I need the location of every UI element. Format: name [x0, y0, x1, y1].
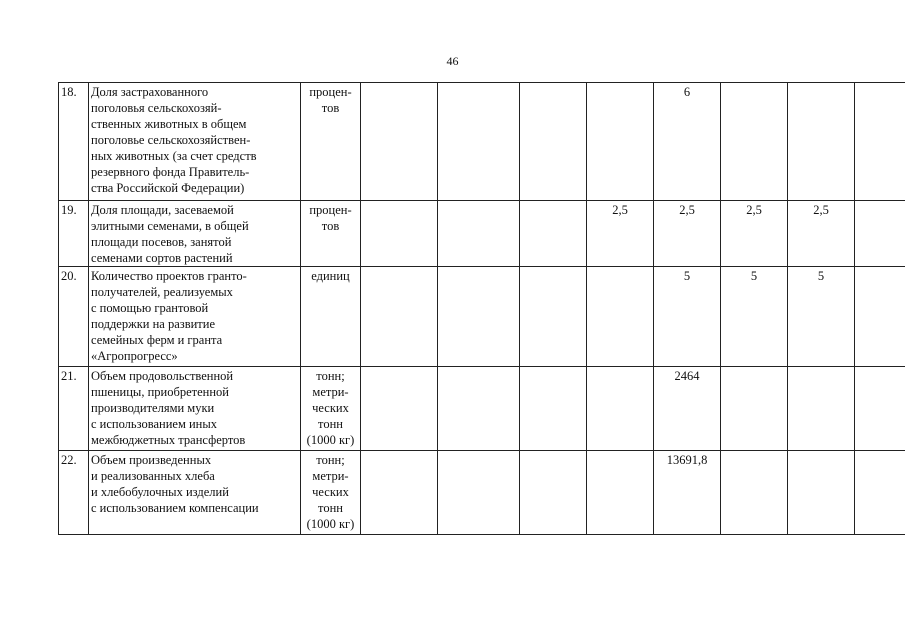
- value-cell: [855, 367, 905, 451]
- indicator-name: [89, 451, 301, 535]
- row-number: 21.: [59, 367, 89, 451]
- indicator-name-line: ства Российской Федерации): [91, 181, 245, 195]
- unit-cell: [301, 83, 361, 201]
- value-cell: 2464: [654, 367, 721, 451]
- value-cell: [438, 201, 520, 267]
- value-cell: 2,5: [654, 201, 721, 267]
- unit-cell: [301, 367, 361, 451]
- value-cell: [587, 451, 654, 535]
- indicator-name-line: семенами сортов растений: [91, 251, 233, 265]
- indicator-name-line: и реализованных хлеба: [91, 469, 215, 483]
- value-cell: [721, 451, 788, 535]
- value-cell: [855, 267, 905, 367]
- unit-line: тов: [321, 219, 340, 233]
- value-cell: [520, 451, 587, 535]
- row-number: 22.: [59, 451, 89, 535]
- table-body: [59, 83, 905, 535]
- value-cell: [438, 83, 520, 201]
- indicator-name-line: площади посевов, занятой: [91, 235, 232, 249]
- unit-line: (1000 кг): [306, 517, 355, 531]
- value-cell: [788, 367, 855, 451]
- indicator-name-line: поддержки на развитие: [91, 317, 216, 331]
- value-cell: [721, 367, 788, 451]
- table-row: [59, 267, 905, 367]
- indicator-name-line: межбюджетных трансфертов: [91, 433, 246, 447]
- value-cell: [587, 83, 654, 201]
- row-number: 20.: [59, 267, 89, 367]
- unit-line: тонн: [318, 501, 343, 515]
- value-cell: [361, 267, 438, 367]
- value-cell: [438, 451, 520, 535]
- value-cell: [788, 451, 855, 535]
- indicator-name-line: получателей, реализуемых: [91, 285, 233, 299]
- page-number: 46: [446, 54, 459, 68]
- unit-line: процен-: [309, 203, 352, 217]
- indicator-name-line: и хлебобулочных изделий: [91, 485, 229, 499]
- indicator-name: [89, 201, 301, 267]
- indicator-name: [89, 83, 301, 201]
- unit-line: тов: [321, 101, 340, 115]
- value-cell: [855, 83, 905, 201]
- value-cell: [721, 83, 788, 201]
- value-cell: [438, 267, 520, 367]
- indicator-name-line: производителями муки: [91, 401, 215, 415]
- indicator-name-line: с использованием иных: [91, 417, 218, 431]
- unit-line: ческих: [312, 485, 349, 499]
- value-cell: [361, 451, 438, 535]
- value-cell: 5: [721, 267, 788, 367]
- indicator-name-line: с помощью грантовой: [91, 301, 209, 315]
- value-cell: 5: [788, 267, 855, 367]
- value-cell: 2,5: [721, 201, 788, 267]
- value-cell: [361, 201, 438, 267]
- unit-cell: [301, 451, 361, 535]
- table-row: [59, 201, 905, 267]
- indicator-name-line: поголовье сельскохозяйствен-: [91, 133, 251, 147]
- value-cell: [520, 367, 587, 451]
- unit-cell: [301, 201, 361, 267]
- table-row: [59, 367, 905, 451]
- indicator-name: [89, 367, 301, 451]
- value-cell: [520, 83, 587, 201]
- indicator-name-line: Объем продовольственной: [91, 369, 234, 383]
- indicator-name-line: Доля застрахованного: [91, 85, 209, 99]
- value-cell: 6: [654, 83, 721, 201]
- unit-cell: [301, 267, 361, 367]
- indicator-name-line: резервного фонда Правитель-: [91, 165, 250, 179]
- unit-line: ческих: [312, 401, 349, 415]
- indicator-name-line: элитными семенами, в общей: [91, 219, 249, 233]
- indicator-name-line: поголовья сельскохозяй-: [91, 101, 222, 115]
- unit-line: тонн: [318, 417, 343, 431]
- table-row: [59, 451, 905, 535]
- indicator-name-line: Количество проектов гранто-: [91, 269, 247, 283]
- value-cell: [520, 267, 587, 367]
- value-cell: [855, 451, 905, 535]
- value-cell: 2,5: [788, 201, 855, 267]
- row-number: 18.: [59, 83, 89, 201]
- value-cell: [788, 83, 855, 201]
- value-cell: [361, 367, 438, 451]
- indicator-name: [89, 267, 301, 367]
- value-cell: [587, 267, 654, 367]
- value-cell: [855, 201, 905, 267]
- table-row: [59, 83, 905, 201]
- unit-line: тонн;: [316, 369, 345, 383]
- indicator-name-line: пшеницы, приобретенной: [91, 385, 229, 399]
- indicator-name-line: с использованием компенсации: [91, 501, 259, 515]
- unit-line: тонн;: [316, 453, 345, 467]
- unit-line: метри-: [312, 385, 349, 399]
- value-cell: 5: [654, 267, 721, 367]
- indicator-name-line: ственных животных в общем: [91, 117, 247, 131]
- indicator-name-line: семейных ферм и гранта: [91, 333, 223, 347]
- indicator-name-line: Доля площади, засеваемой: [91, 203, 234, 217]
- unit-line: метри-: [312, 469, 349, 483]
- indicators-table: [58, 82, 905, 535]
- row-number: 19.: [59, 201, 89, 267]
- value-cell: [361, 83, 438, 201]
- value-cell: [520, 201, 587, 267]
- indicator-name-line: Объем произведенных: [91, 453, 212, 467]
- indicator-name-line: ных животных (за счет средств: [91, 149, 257, 163]
- indicator-name-line: «Агропрогресс»: [91, 349, 178, 363]
- value-cell: 13691,8: [654, 451, 721, 535]
- unit-line: единиц: [311, 269, 350, 283]
- value-cell: 2,5: [587, 201, 654, 267]
- value-cell: [438, 367, 520, 451]
- unit-line: процен-: [309, 85, 352, 99]
- unit-line: (1000 кг): [306, 433, 355, 447]
- value-cell: [587, 367, 654, 451]
